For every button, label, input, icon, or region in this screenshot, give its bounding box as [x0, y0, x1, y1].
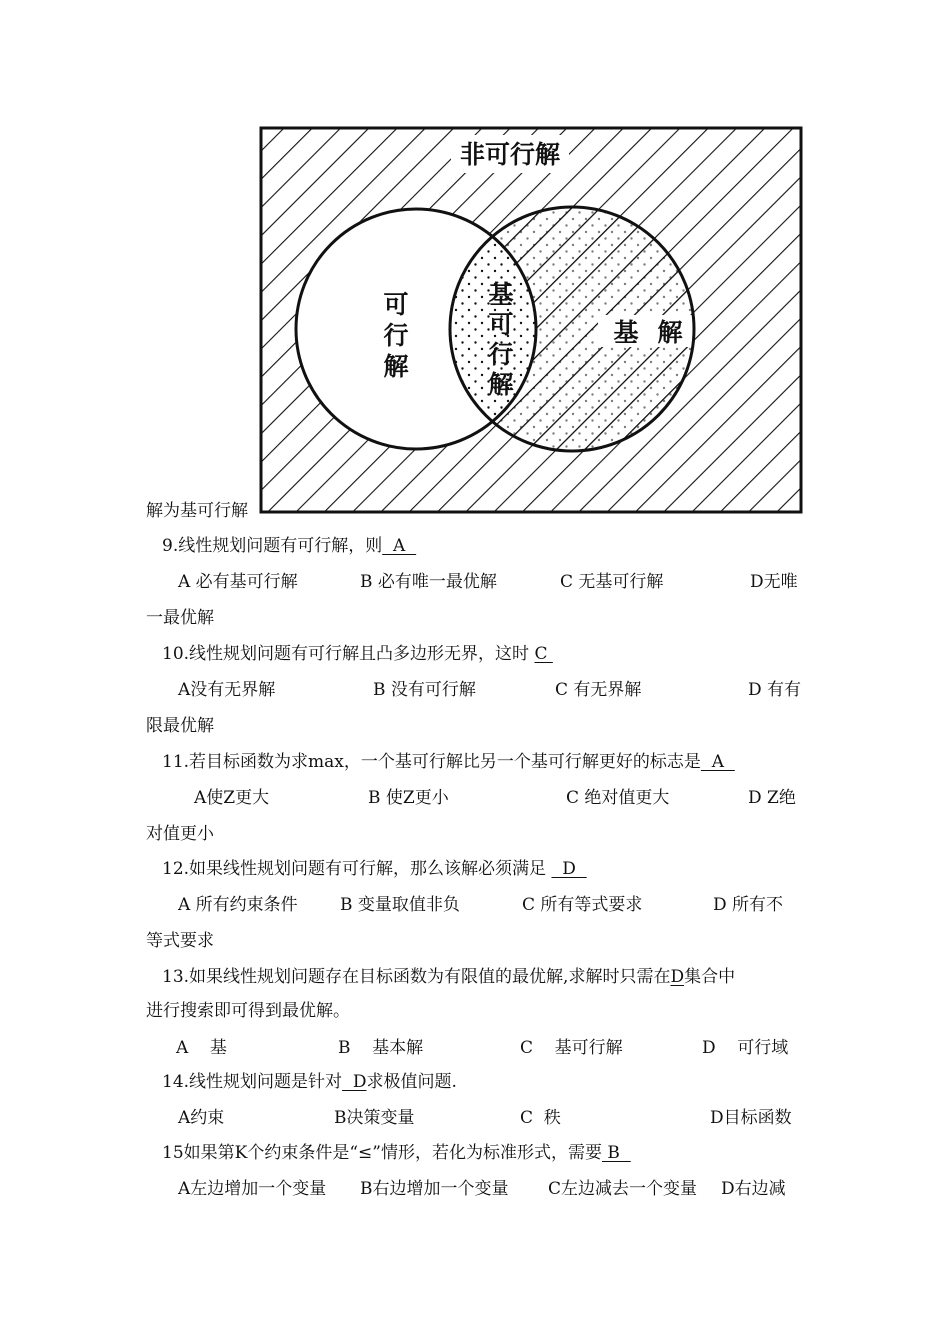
q14-option-d: D目标函数 [710, 1108, 792, 1128]
q12-stem [162, 858, 832, 880]
q14-answer: D [342, 1072, 367, 1092]
q9-stem-text: 9.线性规划问题有可行解，则 [162, 536, 383, 556]
q11-option-a: A使Z更大 [194, 788, 270, 808]
q15-answer: B [601, 1143, 631, 1163]
q10-option-d: D 有有 [748, 680, 802, 700]
q11-option-d: D Z绝 [748, 788, 796, 808]
side-text: 解为基可行解 [146, 501, 248, 521]
right-label-2: 解 [657, 318, 683, 347]
q14-stem-end: 求极值问题. [366, 1072, 457, 1092]
outer-label: 非可行解 [459, 140, 561, 169]
q14-stem [162, 1071, 832, 1093]
q12-option-d: D 所有不 [713, 895, 784, 915]
q13-option-d: D 可行域 [702, 1038, 789, 1058]
q9-option-c: C 无基可行解 [560, 572, 664, 592]
middle-label-2: 可 [488, 310, 514, 339]
q10-stem [162, 643, 832, 665]
middle-label-1: 基 [488, 280, 514, 309]
q9-answer: A [382, 536, 417, 556]
q15-option-b: B右边增加一个变量 [360, 1179, 509, 1199]
q11-answer: A [700, 752, 735, 772]
q14-stem-text: 14.线性规划问题是针对 [162, 1072, 343, 1092]
q13-option-c: C 基可行解 [520, 1038, 623, 1058]
q15-option-c: C左边减去一个变量 [548, 1179, 698, 1199]
q12-stem-text: 12.如果线性规划问题有可行解，那么该解必须满足 [162, 859, 547, 879]
right-label-1: 基 [613, 318, 639, 347]
q11-option-b: B 使Z更小 [368, 788, 449, 808]
q9-stem [162, 535, 832, 557]
left-label-2: 行 [383, 321, 409, 350]
q9-option-d: D无唯 [750, 572, 798, 592]
left-label-3: 解 [383, 352, 409, 381]
q14-option-b: B决策变量 [334, 1108, 415, 1128]
left-label-1: 可 [383, 290, 409, 319]
q10-wrap: 限最优解 [146, 716, 214, 736]
q15-option-d: D右边减 [721, 1179, 786, 1199]
q13-stem [162, 966, 832, 988]
q9-wrap: 一最优解 [146, 608, 214, 628]
q9-option-b: B 必有唯一最优解 [360, 572, 497, 592]
q11-option-c: C 绝对值更大 [566, 788, 670, 808]
q12-answer: D [551, 859, 587, 879]
q10-option-b: B 没有可行解 [373, 680, 476, 700]
q9-option-a: A 必有基可行解 [178, 572, 298, 592]
q13-answer: D [670, 967, 685, 987]
middle-label-4: 解 [488, 370, 514, 399]
q15-option-a: A左边增加一个变量 [178, 1179, 327, 1199]
q14-option-c: C 秩 [520, 1108, 561, 1128]
q13-stem-end: 集合中 [684, 967, 736, 987]
q11-stem [162, 751, 832, 773]
q13-stem-text: 13.如果线性规划问题存在目标函数为有限值的最优解,求解时只需在 [162, 967, 671, 987]
feasibility-venn-diagram [258, 125, 804, 517]
q10-option-c: C 有无界解 [555, 680, 642, 700]
q10-option-a: A没有无界解 [178, 680, 276, 700]
q11-stem-text: 11.若目标函数为求max，一个基可行解比另一个基可行解更好的标志是 [162, 752, 701, 772]
q13-wrap: 进行搜索即可得到最优解。 [146, 1001, 350, 1021]
q12-option-b: B 变量取值非负 [340, 895, 460, 915]
q13-option-b: B 基本解 [338, 1038, 424, 1058]
q12-option-c: C 所有等式要求 [522, 895, 643, 915]
q10-answer: C [534, 644, 553, 664]
q10-stem-text: 10.线性规划问题有可行解且凸多边形无界，这时 [162, 644, 530, 664]
middle-label-3: 行 [488, 340, 514, 369]
q12-option-a: A 所有约束条件 [178, 895, 298, 915]
q14-option-a: A约束 [178, 1108, 225, 1128]
q11-wrap: 对值更小 [146, 824, 214, 844]
q12-wrap: 等式要求 [146, 931, 214, 951]
q13-option-a: A 基 [176, 1038, 227, 1058]
q15-stem [162, 1142, 832, 1164]
q15-stem-text: 15如果第K个约束条件是“≤”情形，若化为标准形式，需要 [162, 1143, 602, 1163]
